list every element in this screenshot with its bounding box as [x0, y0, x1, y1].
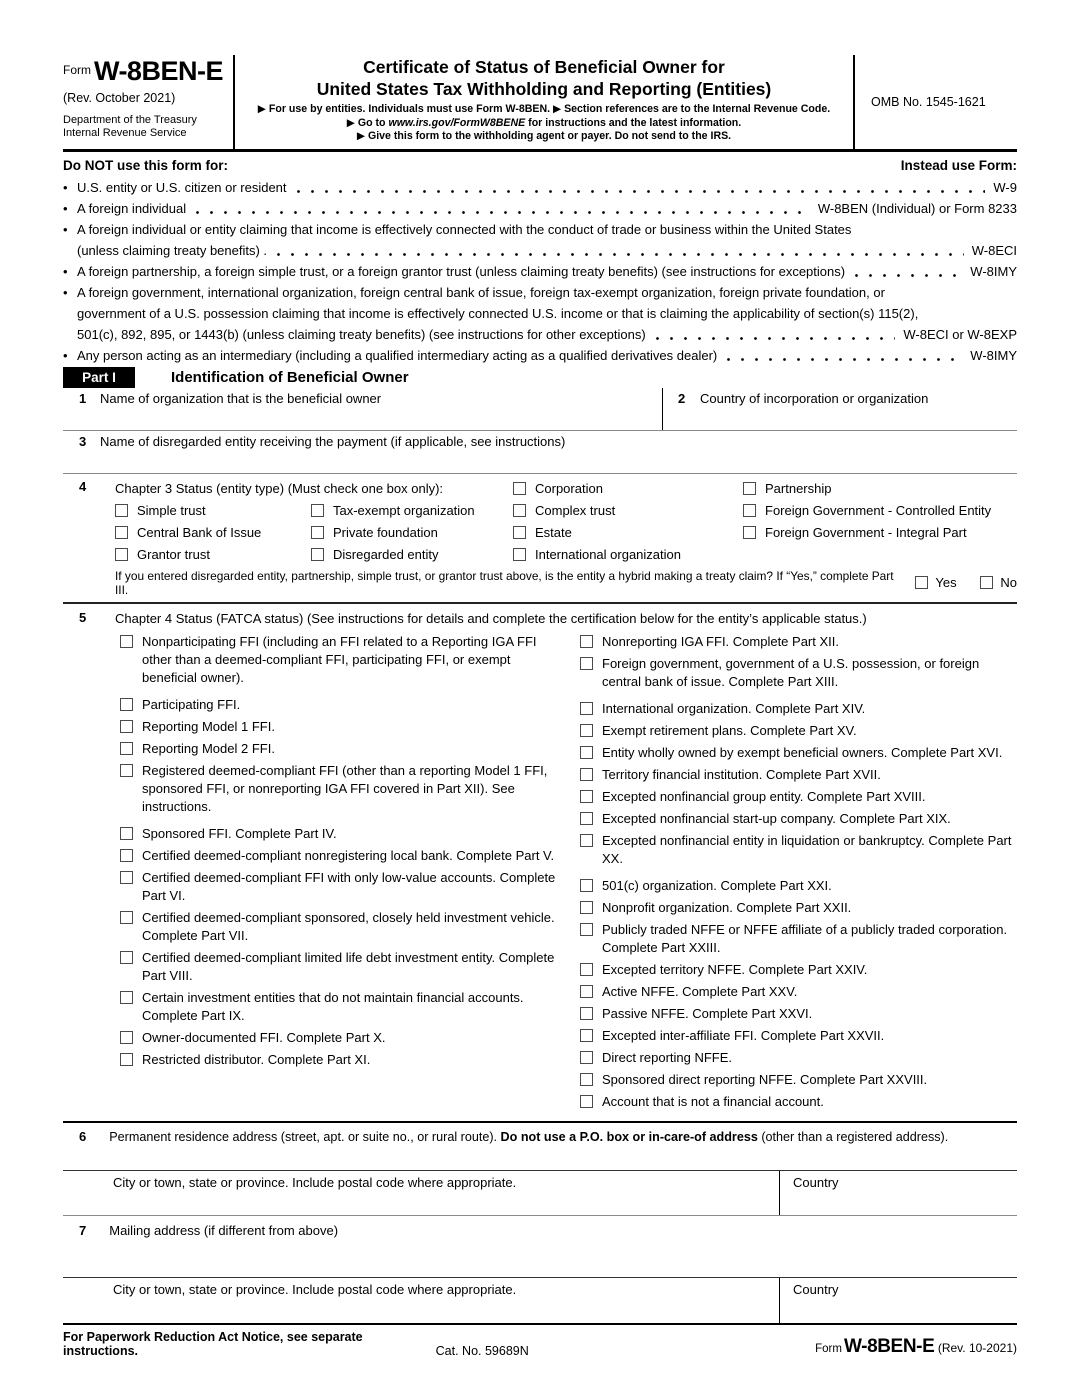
instead-form-value: W-9	[993, 179, 1017, 195]
mailing-city-country-row	[63, 1277, 1017, 1323]
chapter4-status-option	[580, 788, 1017, 806]
chapter4-status-option	[580, 1071, 1017, 1089]
chapter4-status-option	[580, 832, 1017, 868]
chapter4-status-option	[120, 740, 564, 758]
checkbox[interactable]	[580, 768, 593, 781]
checkbox[interactable]	[743, 504, 756, 517]
line3-label: Name of disregarded entity receiving the payment (if applicable, see instructions)	[100, 433, 566, 449]
checkbox[interactable]	[115, 548, 128, 561]
omb-block	[855, 55, 1017, 149]
checkbox[interactable]	[120, 764, 133, 777]
checkbox[interactable]	[120, 635, 133, 648]
chapter4-option-label: Participating FFI.	[142, 696, 241, 712]
chapter3-option: Partnership	[743, 478, 1017, 500]
chapter3-option: Tax-exempt organization	[311, 500, 513, 522]
chapter4-option-label: Registered deemed-compliant FFI (other than a reporting Model 1 FFI, sponsored FFI, or nonreporting IGA FFI covered in Part XII). See instructions.	[142, 762, 548, 814]
chapter4-option-label: Reporting Model 2 FFI.	[142, 740, 275, 756]
checkbox[interactable]	[580, 923, 593, 936]
chapter4-option-label: Entity wholly owned by exempt beneficial owners. Complete Part XVI.	[602, 744, 1003, 760]
chapter3-option: Grantor trust	[115, 544, 311, 566]
instead-form-value: W-8ECI	[971, 242, 1017, 258]
list-item: • A foreign partnership, a foreign simple trust, or a foreign grantor trust (unless claiming treaty benefits) (see instructions for exceptions) W-8IMY	[63, 261, 1017, 282]
checkbox[interactable]	[120, 1053, 133, 1066]
chapter3-option: Disregarded entity	[311, 544, 513, 566]
chapter4-status-option	[580, 655, 1017, 691]
part1-badge: Part I	[63, 367, 135, 388]
chapter4-status-option	[120, 825, 564, 843]
chapter4-status-option	[580, 1093, 1017, 1111]
chapter4-option-label: Reporting Model 1 FFI.	[142, 718, 275, 734]
dept-irs: Internal Revenue Service	[63, 127, 187, 139]
chapter4-status-option	[120, 949, 564, 985]
chapter4-status-option	[580, 1005, 1017, 1023]
chapter4-option-label: International organization. Complete Part XIV.	[602, 700, 866, 716]
chapter3-option: Central Bank of Issue	[115, 522, 311, 544]
checkbox[interactable]	[115, 504, 128, 517]
form-word: Form	[63, 63, 91, 77]
checkbox[interactable]	[120, 1031, 133, 1044]
chapter3-option: International organization	[513, 544, 743, 566]
bullet-icon	[63, 219, 77, 240]
form-id-block	[63, 55, 235, 149]
chapter4-status-option	[580, 700, 1017, 718]
bullet-icon	[63, 198, 77, 219]
permanent-address-input[interactable]	[63, 1146, 1017, 1170]
chapter4-option-label: Nonprofit organization. Complete Part XXII.	[602, 899, 852, 915]
form-title-block	[235, 55, 855, 149]
do-not-use-heading-row	[63, 152, 1017, 177]
disregarded-entity-field[interactable]: 3 Name of disregarded entity receiving the payment (if applicable, see instructions)	[63, 431, 1017, 474]
chapter4-option-label: Certified deemed-compliant nonregistering local bank. Complete Part V.	[142, 847, 555, 863]
chapter4-option-label: Nonreporting IGA FFI. Complete Part XII.	[602, 633, 839, 649]
chapter4-status-option	[120, 762, 564, 816]
chapter4-option-label: Publicly traded NFFE or NFFE affiliate of a publicly traded corporation. Complete Part XXIII.	[602, 921, 1008, 955]
checkbox[interactable]	[120, 720, 133, 733]
chapter4-status-section: 5 Chapter 4 Status (FATCA status) (See instructions for details and complete the certification below for the entity’s applicable status.) Nonparticipating FFI (including an FFI related to a Reporting IGA FFI other than a deemed-compliant FFI, participating FFI, or exempt beneficial owner). Participating FFI. Reporting Model 1 FFI. Reporting Model 2 FFI. Registered deemed-compliant FFI (other than a reporting Model 1 FFI, sponsored FFI, or nonreporting IGA FFI covered in Part XII). See instructions. Sponsored FFI. Complete Part IV. Certified deemed-compliant nonregistering local bank. Complete Part V. Certified deemed-compliant FFI with only low-value accounts. Complete Part VI. Certified deemed-compliant sponsored, closely held investment vehicle. Complete Part VII. Certified deemed-compliant limited life debt investment entity. Complete Part VIII. Certain investment entities that do not maintain financial accounts. Complete Part IX. Owner-documented FFI. Complete Part X. Restricted distributor. Complete Part XI. Nonreporting IGA FFI. Complete Part XII. Foreign government, government of a U.S. possession, or foreign central bank of issue. Complete Part XIII. International organization. Complete Part XIV. Exempt retirement plans. Complete Part XV. Entity wholly owned by exempt beneficial owners. Complete Part XVI. Territory financial institution. Complete Part XVII. Excepted nonfinancial group entity. Complete Part XVIII. Excepted nonfinancial start-up company. Complete Part XIX. Excepted nonfinancial entity in liquidation or bankruptcy. Complete Part XX. 501(c) organization. Complete Part XXI. Nonprofit organization. Complete Part XXII. Publicly traded NFFE or NFFE affiliate of a publicly traded corporation. Complete Part XXIII. Excepted territory NFFE. Complete Part XXIV. Active NFFE. Complete Part XXV. Passive NFFE. Complete Part XXVI. Excepted inter-affiliate FFI. Complete Part XXVII. Direct reporting NFFE. Sponsored direct reporting NFFE. Complete Part XXVIII. Account that is not a financial account.	[63, 604, 1017, 1123]
chapter4-status-option	[120, 1029, 564, 1047]
chapter4-option-label: Owner-documented FFI. Complete Part X.	[142, 1029, 386, 1045]
header-instruction-2: ▶ Go to www.irs.gov/FormW8BENE for instructions and the latest information.	[346, 116, 742, 129]
line2-label: Country of incorporation or organization	[700, 390, 929, 406]
omb-number: OMB No. 1545-1621	[871, 95, 986, 109]
chapter4-status-option	[580, 1027, 1017, 1045]
checkbox[interactable]	[311, 526, 324, 539]
list-item: • A foreign individual W-8BEN (Individual) or Form 8233	[63, 198, 1017, 219]
chapter4-status-option	[580, 961, 1017, 979]
form-number: W-8BEN-E	[94, 56, 223, 86]
checkbox[interactable]	[580, 1029, 593, 1042]
dot-leader	[727, 358, 962, 361]
chapter4-option-label: Excepted nonfinancial start-up company. Complete Part XIX.	[602, 810, 951, 826]
dot-leader	[855, 274, 962, 277]
chapter4-left-column	[120, 633, 564, 1115]
chapter4-status-option	[580, 1049, 1017, 1067]
yes-checkbox[interactable]	[915, 576, 928, 589]
checkbox[interactable]	[120, 911, 133, 924]
dot-leader	[277, 253, 964, 256]
hybrid-treaty-question	[115, 566, 1017, 602]
irs-url: www.irs.gov/FormW8BENE	[388, 116, 526, 129]
checkbox[interactable]	[743, 526, 756, 539]
country-incorporation-field[interactable]: 2 Country of incorporation or organization	[678, 390, 929, 406]
list-item: • A foreign individual or entity claiming that income is effectively connected with the conduct of trade or business within the United States (unless claiming treaty benefits) . W-8ECI	[63, 219, 1017, 261]
chapter4-option-label: Sponsored direct reporting NFFE. Complete Part XXVIII.	[602, 1071, 928, 1087]
checkbox[interactable]	[580, 635, 593, 648]
chapter4-status-option	[580, 633, 1017, 651]
list-item: • U.S. entity or U.S. citizen or resident W-9	[63, 177, 1017, 198]
chapter4-status-option	[120, 869, 564, 905]
checkbox[interactable]	[580, 879, 593, 892]
chapter4-option-label: Account that is not a financial account.	[602, 1093, 824, 1109]
chapter3-option: Complex trust	[513, 500, 743, 522]
bullet-icon	[63, 177, 77, 198]
chapter4-status-option	[120, 909, 564, 945]
checkbox[interactable]	[580, 746, 593, 759]
chapter4-status-option	[580, 877, 1017, 895]
no-label: No	[1000, 575, 1017, 590]
checkbox[interactable]	[120, 849, 133, 862]
permanent-city-field[interactable]: City or town, state or province. Include postal code where appropriate.	[63, 1171, 780, 1215]
chapter3-option: Simple trust	[115, 500, 311, 522]
bullet-icon	[63, 282, 77, 303]
chapter3-option: Estate	[513, 522, 743, 544]
header-instruction-3: ▶ Give this form to the withholding agent or payer. Do not send to the IRS.	[356, 130, 732, 142]
line1-2-row	[63, 388, 1017, 431]
form-title-line1: Certificate of Status of Beneficial Owner for	[363, 57, 725, 77]
instead-form-value: W-8BEN (Individual) or Form 8233	[817, 200, 1017, 216]
line7-label-row: 7 Mailing address (if different from above)	[79, 1222, 339, 1238]
chapter4-option-label: Excepted inter-affiliate FFI. Complete Part XXVII.	[602, 1027, 885, 1043]
permanent-country-field[interactable]: Country	[793, 1174, 839, 1190]
chapter4-option-label: Excepted nonfinancial entity in liquidation or bankruptcy. Complete Part XX.	[602, 832, 1012, 866]
bullet-icon	[63, 345, 77, 366]
line4-label: Chapter 3 Status (entity type) (Must check one box only):	[115, 480, 444, 496]
instead-form-value: W-8ECI or W-8EXP	[903, 326, 1017, 342]
chapter4-option-label: Foreign government, government of a U.S. possession, or foreign central bank of issue. Complete Part XIII.	[602, 655, 980, 689]
checkbox[interactable]	[580, 901, 593, 914]
chapter4-option-label: Certified deemed-compliant FFI with only low-value accounts. Complete Part VI.	[142, 869, 556, 903]
checkbox[interactable]	[513, 504, 526, 517]
line5-label: Chapter 4 Status (FATCA status) (See instructions for details and complete the certification below for the entity’s applicable status.)	[115, 610, 867, 626]
mailing-country-field[interactable]: Country	[793, 1281, 839, 1297]
chapter4-status-option	[580, 983, 1017, 1001]
chapter4-status-option	[580, 921, 1017, 957]
permanent-city-country-row	[63, 1170, 1017, 1216]
form-footer	[63, 1323, 1017, 1358]
chapter3-option: Corporation	[513, 478, 743, 500]
list-item: • Any person acting as an intermediary (including a qualified intermediary acting as a qualified derivatives dealer) W-8IMY	[63, 345, 1017, 366]
dot-leader	[656, 337, 896, 340]
checkbox[interactable]	[580, 1007, 593, 1020]
checkbox[interactable]	[580, 790, 593, 803]
chapter4-status-option	[120, 1051, 564, 1069]
checkbox[interactable]	[580, 985, 593, 998]
dot-leader	[196, 211, 810, 214]
line1-label: Name of organization that is the beneficial owner	[100, 390, 382, 406]
checkbox[interactable]	[513, 526, 526, 539]
chapter4-option-label: Sponsored FFI. Complete Part IV.	[142, 825, 337, 841]
chapter4-status-option	[120, 696, 564, 714]
chapter4-option-label: Territory financial institution. Complete Part XVII.	[602, 766, 881, 782]
chapter4-status-option	[120, 847, 564, 865]
list-item: • A foreign government, international organization, foreign central bank of issue, foreign tax-exempt organization, foreign private foundation, or government of a U.S. possession claiming that income is effectively connected U.S. income or that is claiming the applicability of section(s) 115(2), 501(c), 892, 895, or 1443(b) (unless claiming treaty benefits) (see instructions for other exceptions) W-8ECI or W-8EXP	[63, 282, 1017, 345]
checkbox[interactable]	[580, 1095, 593, 1108]
line6-label-row: 6 Permanent residence address (street, apt. or suite no., or rural route). Do not use a P.O. box or in-care-of address (other than a registered address).	[79, 1128, 949, 1144]
chapter3-status-section: 4 Chapter 3 Status (entity type) (Must check one box only): Corporation Partnership Simple trust Tax-exempt organization Complex trust Foreign Government - Controlled Entity Central Bank of Issue Private foundation Estate Foreign Government - Integral Part Grantor trust Disregarded entity International organization If you entered disregarded entity, partnership, simple trust, or grantor trust above, is the entity a hybrid making a treaty claim? If “Yes,” complete Part III. Yes No	[63, 474, 1017, 604]
checkbox[interactable]	[743, 482, 756, 495]
chapter4-status-option	[120, 989, 564, 1025]
chapter4-option-label: Excepted nonfinancial group entity. Complete Part XVIII.	[602, 788, 926, 804]
checkbox[interactable]	[513, 548, 526, 561]
chapter4-status-option	[120, 633, 564, 687]
chapter4-option-label: Active NFFE. Complete Part XXV.	[602, 983, 798, 999]
chapter3-option: Foreign Government - Integral Part	[743, 522, 1017, 544]
chapter4-option-label: 501(c) organization. Complete Part XXI.	[602, 877, 832, 893]
chapter4-status-option	[580, 744, 1017, 762]
checkbox[interactable]	[580, 963, 593, 976]
checkbox[interactable]	[120, 991, 133, 1004]
chapter4-status-option	[580, 722, 1017, 740]
checkbox[interactable]	[120, 827, 133, 840]
form-header	[63, 55, 1017, 152]
chapter4-option-label: Exempt retirement plans. Complete Part XV.	[602, 722, 857, 738]
footer-form-id: Form W-8BEN-E (Rev. 10-2021)	[815, 1335, 1017, 1357]
chapter4-right-column	[580, 633, 1017, 1115]
instead-form-value: W-8IMY	[970, 347, 1017, 363]
chapter4-status-option	[120, 718, 564, 736]
chapter4-option-label: Nonparticipating FFI (including an FFI related to a Reporting IGA FFI other than a deemed-compliant FFI, participating FFI, or exempt beneficial owner).	[142, 633, 537, 685]
checkbox[interactable]	[120, 698, 133, 711]
dot-leader	[297, 190, 986, 193]
checkbox[interactable]	[120, 951, 133, 964]
line7-label: Mailing address (if different from above)	[109, 1222, 339, 1238]
paperwork-notice: For Paperwork Reduction Act Notice, see separate instructions.	[63, 1329, 363, 1358]
do-not-use-list	[63, 177, 1017, 366]
org-name-field[interactable]: 1 Name of organization that is the beneficial owner	[63, 388, 663, 430]
chapter3-option: Private foundation	[311, 522, 513, 544]
instead-form-value: W-8IMY	[970, 263, 1017, 279]
hybrid-question-text: If you entered disregarded entity, partnership, simple trust, or grantor trust above, is the entity a hybrid making a treaty claim? If “Yes,” complete Part III.	[115, 568, 894, 597]
checkbox[interactable]	[311, 504, 324, 517]
chapter4-option-label: Excepted territory NFFE. Complete Part XXIV.	[602, 961, 868, 977]
header-instruction-1: ▶ For use by entities. Individuals must use Form W-8BEN. ▶ Section references are to the Internal Revenue Code.	[257, 103, 831, 115]
part1-header	[63, 367, 1017, 388]
chapter4-status-option	[580, 899, 1017, 917]
instead-use-heading: Instead use Form:	[900, 157, 1017, 173]
catalog-number: Cat. No. 59689N	[435, 1343, 529, 1358]
checkbox[interactable]	[580, 1073, 593, 1086]
checkbox[interactable]	[580, 702, 593, 715]
chapter4-status-option	[580, 766, 1017, 784]
chapter3-option: Foreign Government - Controlled Entity	[743, 500, 1017, 522]
no-checkbox[interactable]	[980, 576, 993, 589]
mailing-address-input[interactable]	[63, 1253, 1017, 1277]
chapter4-option-label: Direct reporting NFFE.	[602, 1049, 733, 1065]
checkbox[interactable]	[513, 482, 526, 495]
bullet-icon	[63, 261, 77, 282]
checkbox[interactable]	[580, 812, 593, 825]
checkbox[interactable]	[311, 548, 324, 561]
revision-date: (Rev. October 2021)	[63, 91, 176, 105]
form-title-line2: United States Tax Withholding and Reporting (Entities)	[316, 79, 772, 99]
checkbox[interactable]	[580, 657, 593, 670]
part1-title: Identification of Beneficial Owner	[171, 368, 409, 386]
dept-treasury: Department of the Treasury	[63, 114, 197, 126]
chapter4-option-label: Certified deemed-compliant limited life debt investment entity. Complete Part VIII.	[142, 949, 555, 983]
checkbox[interactable]	[120, 742, 133, 755]
mailing-city-field[interactable]: City or town, state or province. Include postal code where appropriate.	[63, 1278, 780, 1323]
chapter4-status-option	[580, 810, 1017, 828]
checkbox[interactable]	[120, 871, 133, 884]
checkbox[interactable]	[580, 724, 593, 737]
chapter4-option-label: Restricted distributor. Complete Part XI.	[142, 1051, 371, 1067]
checkbox[interactable]	[580, 1051, 593, 1064]
chapter4-option-label: Passive NFFE. Complete Part XXVI.	[602, 1005, 813, 1021]
chapter4-option-label: Certified deemed-compliant sponsored, closely held investment vehicle. Complete Part VII.	[142, 909, 555, 943]
checkbox[interactable]	[115, 526, 128, 539]
yes-label: Yes	[935, 575, 957, 590]
do-not-use-heading: Do NOT use this form for:	[63, 157, 228, 173]
checkbox[interactable]	[580, 834, 593, 847]
chapter4-option-label: Certain investment entities that do not maintain financial accounts. Complete Part IX.	[142, 989, 524, 1023]
